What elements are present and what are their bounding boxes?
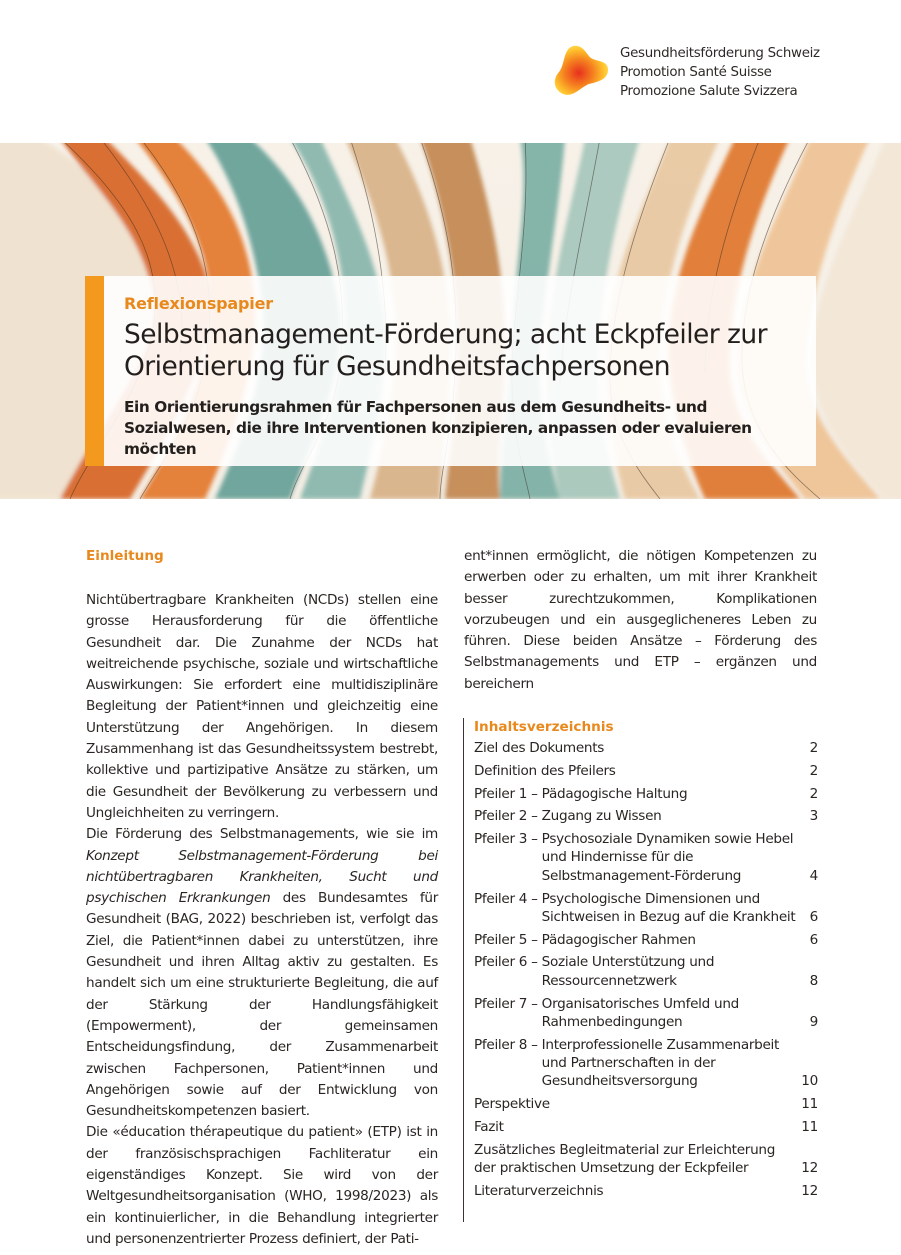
toc-entry-page: 6: [809, 908, 818, 925]
toc-entry[interactable]: [474, 807, 818, 825]
intro-section: [86, 546, 438, 1250]
toc-entry-title: Perspektive: [474, 1096, 550, 1113]
toc-entry-page: 2: [809, 762, 818, 779]
page-title: Selbstmanagement-Förderung; acht Eckpfeiler zur Orientierung für Gesundheitsfachpersonen: [124, 319, 767, 382]
page-subtitle: Ein Orientierungsrahmen für Fachpersonen aus dem Gesundheits- und Sozialwesen, die ihre Interventionen konzipieren, anpassen oder evaluieren möchten: [124, 398, 752, 458]
toc-entry-pillar: Pfeiler 4 –: [474, 890, 542, 907]
intro-continuation: [464, 546, 817, 695]
toc-entry-title: Pädagogischer Rahmen: [541, 931, 696, 948]
toc-entry-title: Zugang zu Wissen: [541, 808, 662, 825]
toc-entry-page: 2: [809, 740, 818, 756]
toc-entry-page: 11: [801, 1118, 818, 1135]
toc-entry-page: 4: [809, 867, 818, 884]
toc-entry-title: Organisatorisches Umfeld und Rahmenbedingungen: [541, 995, 739, 1030]
toc-entry[interactable]: [474, 953, 818, 990]
toc-entry-pillar: Pfeiler 7 –: [474, 995, 542, 1012]
toc-entry[interactable]: [474, 995, 818, 1032]
paragraph-3: Die «éducation thérapeutique du patient» (ETP) ist in der französischsprachigen Fachliteratur ein eigenständiges Konzept. Sie wird von der Weltgesundheitsorganisation (WHO, 1998/2023) als ein kontinuierlicher, in die Behandlung integrierter und personenzentrierter Prozess definiert, der Pati-: [86, 1124, 438, 1247]
toc-entry-title: Psychosoziale Dynamiken sowie Hebel und Hindernisse für die Selbstmanagement-Förderung: [541, 831, 794, 884]
toc-entry-label: [474, 807, 802, 825]
toc-entry[interactable]: [474, 762, 818, 780]
toc-entry-label: [474, 739, 802, 757]
document-type-label: Reflexionspapier: [124, 294, 273, 313]
paragraph-2-start: Die Förderung des Selbstmanagements, wie sie im: [86, 826, 438, 843]
logo-line-fr: Promotion Santé Suisse: [620, 65, 772, 80]
toc-entry-pillar: Pfeiler 5 –: [474, 931, 542, 948]
toc-entry-label: [474, 953, 802, 990]
paragraph-3-continued: ent*innen ermöglicht, die nötigen Kompetenzen zu erwerben oder zu erhalten, um mit ihrer Krankheit besser zurechtzukommen, Komplikationen vorzubeugen und ein ausgeglicheneres Leben zu führen. Diese beiden Ansätze – Förderung des Selbstmanagements und ETP – ergänzen und bereichern: [464, 548, 817, 692]
logo-line-de: Gesundheitsförderung Schweiz: [620, 46, 820, 61]
toc-entry-label: [474, 1182, 793, 1200]
toc-entry-page: 9: [809, 1013, 818, 1030]
toc-entry[interactable]: [474, 931, 818, 949]
toc-entry[interactable]: [474, 1118, 818, 1136]
table-of-contents: [463, 718, 818, 1222]
toc-entry-page: 3: [809, 808, 818, 825]
toc-entry[interactable]: [474, 739, 818, 757]
logo-line-it: Promozione Salute Svizzera: [620, 84, 798, 99]
toc-entry[interactable]: [474, 1141, 818, 1178]
toc-entry-page: 11: [801, 1096, 818, 1113]
toc-entry-label: [474, 931, 802, 949]
toc-entry-title: Soziale Unterstützung und Ressourcennetzwerk: [541, 954, 715, 989]
concept-citation: Konzept Selbstmanagement-Förderung bei nichtübertragbaren Krankheiten, Sucht und psychischen Erkrankungen: [86, 847, 438, 907]
toc-entry-page: 12: [801, 1159, 818, 1176]
toc-entry[interactable]: [474, 1036, 818, 1091]
toc-entry-title: Interprofessionelle Zusammenarbeit und Partnerschaften in der Gesundheitsversorgung: [541, 1036, 780, 1090]
toc-entry-title: Literaturverzeichnis: [474, 1182, 604, 1199]
organization-logo: [553, 44, 823, 98]
toc-entry-label: [474, 1118, 793, 1136]
toc-entry-label: [474, 830, 802, 885]
toc-entry-label: [474, 1036, 793, 1091]
section-heading: Einleitung: [86, 548, 164, 564]
toc-entry-label: [474, 1095, 793, 1113]
toc-entry-label: [474, 890, 802, 927]
toc-entry[interactable]: [474, 1095, 818, 1113]
toc-entry[interactable]: [474, 1182, 818, 1200]
title-panel: [85, 276, 816, 466]
toc-entry-pillar: Pfeiler 2 –: [474, 808, 542, 825]
toc-entry-pillar: Pfeiler 8 –: [474, 1036, 542, 1053]
toc-entry-pillar: Pfeiler 3 –: [474, 831, 542, 848]
toc-entry-title: Pädagogische Haltung: [541, 785, 688, 802]
toc-entry[interactable]: [474, 785, 818, 803]
toc-entry-title: Zusätzliches Begleitmaterial zur Erleichterung der praktischen Umsetzung der Eckpfeiler: [474, 1141, 776, 1176]
toc-entry-page: 10: [801, 1073, 818, 1090]
toc-entry-title: Definition des Pfeilers: [474, 762, 616, 779]
toc-list: [474, 739, 818, 1200]
logo-flame-icon: [553, 44, 611, 98]
paragraph-2: [86, 824, 438, 1122]
toc-entry-pillar: Pfeiler 1 –: [474, 785, 542, 802]
toc-entry[interactable]: [474, 890, 818, 927]
toc-entry-pillar: Pfeiler 6 –: [474, 954, 542, 971]
toc-entry-title: Psychologische Dimensionen und Sichtweisen in Bezug auf die Krankheit: [541, 890, 796, 925]
paragraph-2-end: des Bundesamtes für Gesundheit (BAG, 2022) beschrieben ist, verfolgt das Ziel, die Patient*innen dabei zu unterstützen, ihre Gesundheit und ihren Alltag aktiv zu gestalten. Es handelt sich um eine strukturierte Begleitung, die auf der Stärkung der Handlungsfähigkeit (Empowerment), der gemeinsamen Entscheidungsfindung, der Zusammenarbeit zwischen Fachpersonen, Patient*innen und Angehörigen sowie auf der Entwicklung von Gesundheitskompetenzen basiert.: [86, 890, 438, 1120]
toc-entry-page: 8: [809, 972, 818, 989]
toc-entry-title: Fazit: [474, 1118, 504, 1135]
toc-entry-page: 12: [801, 1182, 818, 1199]
toc-entry-page: 6: [809, 931, 818, 948]
toc-entry-label: [474, 762, 802, 780]
toc-entry-label: [474, 785, 802, 803]
toc-entry-page: 2: [809, 785, 818, 802]
toc-entry-title: Ziel des Dokuments: [474, 740, 605, 756]
toc-entry[interactable]: [474, 830, 818, 885]
toc-entry-label: [474, 995, 802, 1032]
paragraph-1: Nichtübertragbare Krankheiten (NCDs) stellen eine grosse Herausforderung für die öffentliche Gesundheit dar. Die Zunahme der NCDs hat weitreichende psychische, soziale und wirtschaftliche Auswirkungen: Sie erfordert eine multidisziplinäre Begleitung der Patient*innen und gleichzeitig eine Unterstützung der Angehörigen. In diesem Zusammenhang ist das Gesundheitssystem bestrebt, kollektive und partizipative Ansätze zu stärken, um die Gesundheit der Bevölkerung zu verbessern und Ungleichheiten zu verringern.: [86, 592, 438, 821]
toc-heading: Inhaltsverzeichnis: [474, 719, 614, 735]
toc-entry-label: [474, 1141, 793, 1178]
accent-bar: [85, 276, 104, 466]
